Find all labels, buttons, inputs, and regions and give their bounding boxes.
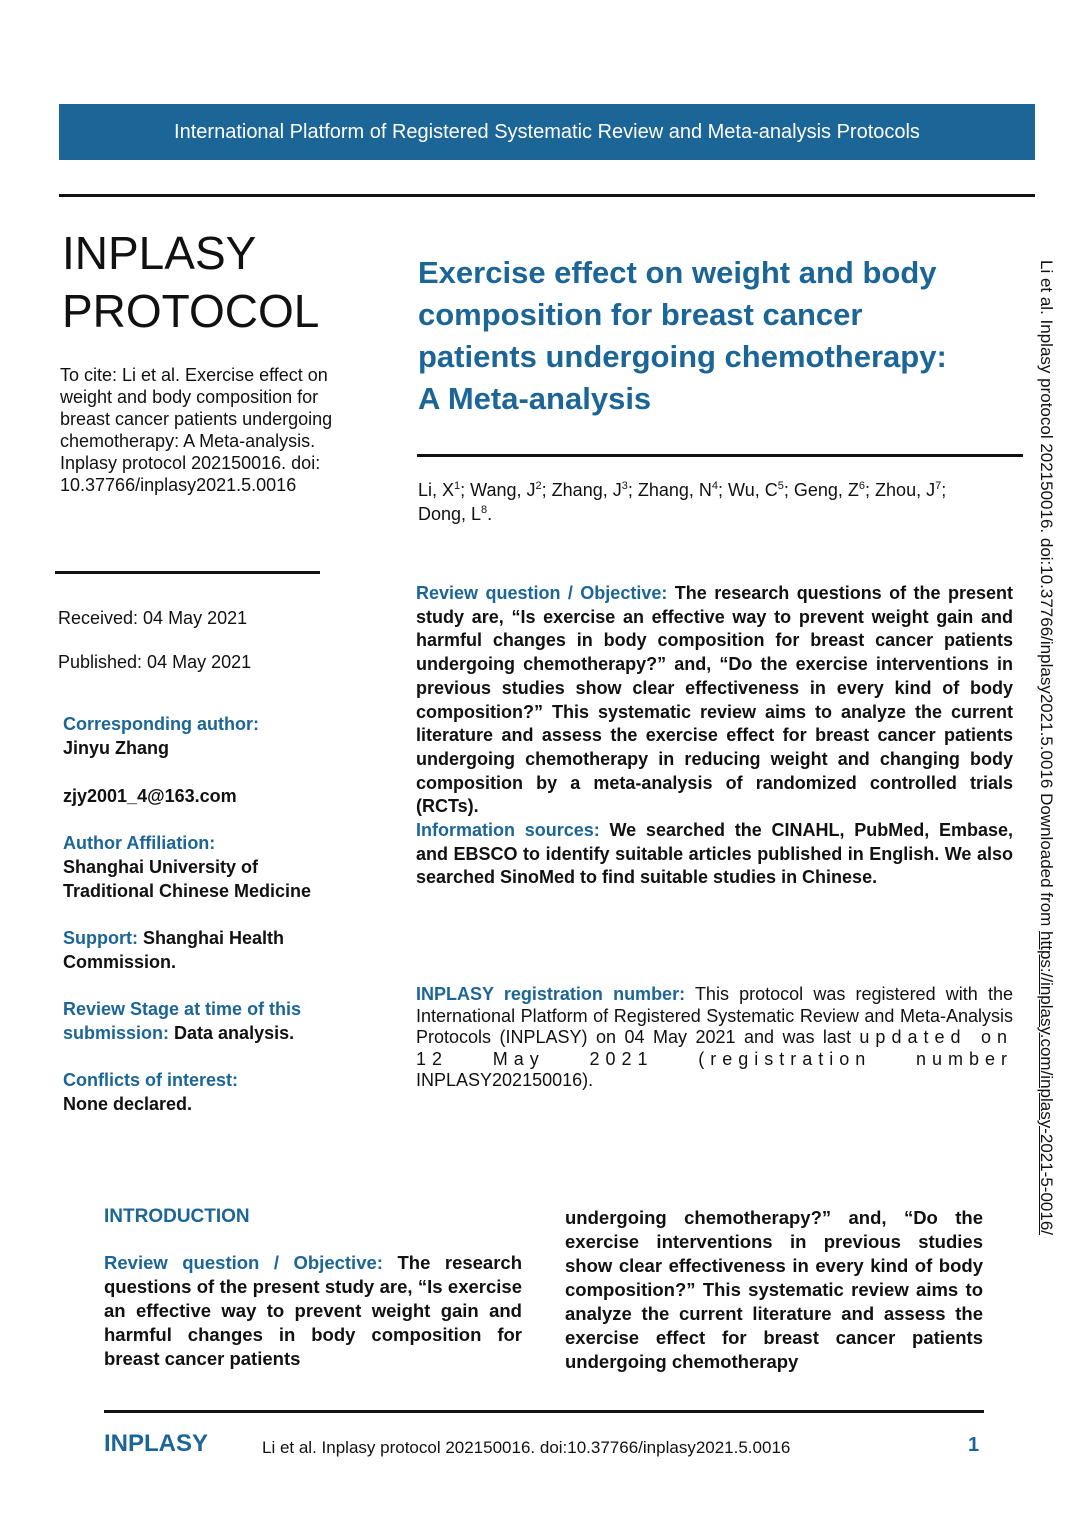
registration-text-c: INPLASY202150016). [416,1070,594,1090]
registration-label: INPLASY registration number: [416,984,686,1004]
author-item: Zhang, $J^3$; [551,480,638,500]
intro-left-column [104,1251,522,1371]
left-rule [55,571,320,574]
affiliation-line-2: Traditional Chinese Medicine [63,881,312,901]
title-line-4: A Meta-analysis [418,381,652,416]
registration-text-a: This protocol was registered with the International Platform of Registered Systematic Review and Meta-Analysis Protocols (INPLASY) on 04 May 2021 and was last [416,984,1013,1047]
intro-right-column: undergoing chemotherapy?” and, “Do the exercise interventions in previous studies show clear effectiveness in every kind of body composition?” This systematic review aims to analyze the current literature and assess the exercise effect for breast cancer patients undergoing chemotherapy [565,1207,983,1372]
title-rule [417,454,1023,457]
author-item: Zhang, $N^4$; [637,480,729,500]
abstract-review-question [416,582,1013,819]
intro-rq-label: Review question / Objective: [104,1252,383,1273]
title-line-3: patients undergoing chemotherapy: [418,339,947,374]
corresponding-label: Corresponding author: [63,714,259,734]
conflicts-value: None declared. [63,1094,193,1114]
author-item: Wang, $J^2$; [470,480,552,500]
footer-rule [104,1410,984,1413]
abstract-information-sources [416,819,1013,890]
protocol-brand [62,224,382,340]
title-line-2: composition for breast cancer [418,297,863,332]
author-item: Wu, $C^5$; [728,480,794,500]
published-date: Published: 04 May 2021 [58,652,252,672]
review-stage-label-a: Review Stage at time of this [63,999,302,1019]
is-label: Information sources: [416,820,600,841]
conflicts-label: Conflicts of interest: [63,1070,239,1090]
is-text: We searched the CINAHL, PubMed, Embase, and EBSCO to identify suitable articles published in English. We also searched SinoMed to find suitable studies in Chinese. [416,820,1013,888]
affiliation-label: Author Affiliation: [63,833,216,853]
review-stage-block [63,997,363,1045]
review-stage-label-b: submission: [63,1023,170,1043]
footer-citation: Li et al. Inplasy protocol 202150016. doi:10.37766/inplasy2021.5.0016 [262,1438,791,1457]
rq-label: Review question / Objective: [416,583,668,603]
abstract-block [416,582,1013,890]
header-rule [59,194,1035,197]
title-line-1: Exercise effect on weight and body [418,255,937,290]
support-value-a: Shanghai Health [143,928,285,948]
affiliation-line-1: Shanghai University of [63,857,259,877]
registration-text-b: updated on 12 May 2021 (registration number [416,1027,1013,1069]
registration-block [416,984,1013,1092]
author-affiliation [63,831,363,903]
paper-title [418,252,1018,420]
received-date: Received: 04 May 2021 [58,608,248,628]
intro-heading: INTRODUCTION [104,1206,250,1227]
corresponding-author [63,712,363,808]
banner-text: International Platform of Registered Systematic Review and Meta-analysis Protocols [174,120,920,143]
author-item: Zhou, $J^7$; [875,480,947,500]
side-prefix: Li et al. Inplasy protocol 202150016. doi:10.37766/inplasy2021.5.0016 Downloaded from [1037,260,1056,932]
brand-line-1: INPLASY [62,227,257,279]
support-block [63,926,363,974]
header-banner [59,104,1035,160]
support-label: Support: [63,928,138,948]
corresponding-name: Jinyu Zhang [63,738,170,758]
footer-brand: INPLASY [104,1430,209,1457]
author-item: Li, $X^1$; [418,480,471,500]
rq-text: The research questions of the present study are, “Is exercise an effective way to prevent weight gain and harmful changes in body composition for breast cancer patients undergoing chemotherapy?” and, “Do the exercise interventions in previous studies show clear effectiveness in every kind of body composition?” This systematic review aims to analyze the current literature and assess the exercise effect for breast cancer patients undergoing chemotherapy in reducing weight and changing body composition by a meta-analysis of randomized controlled trials (RCTs). [416,583,1013,817]
review-stage-value: Data analysis. [174,1023,295,1043]
conflicts-block [63,1068,363,1116]
page-number: 1 [968,1434,980,1456]
citation-block: To cite: Li et al. Exercise effect on weight and body composition for breast cancer patients undergoing chemotherapy: A Meta-analysis. Inplasy protocol 202150016. doi: 10.37766/inplasy2021.5.0016 [60,365,333,495]
side-download-note [1036,260,1056,1360]
brand-line-2: PROTOCOL [62,285,320,337]
intro-left-text: The research questions of the present study are, “Is exercise an effective way to prevent weight gain and harmful changes in body composition for breast cancer patients [104,1252,523,1369]
support-value-b: Commission. [63,952,177,972]
corresponding-email[interactable]: zjy2001_4@163.com [63,786,237,806]
author-list [418,478,1018,526]
author-item: Geng, $Z^6$; [793,480,876,500]
author-item: Dong, $L^8$. [418,504,493,524]
side-url-link[interactable]: https://inplasy.com/inplasy-2021-5-0016/ [1037,931,1056,1236]
